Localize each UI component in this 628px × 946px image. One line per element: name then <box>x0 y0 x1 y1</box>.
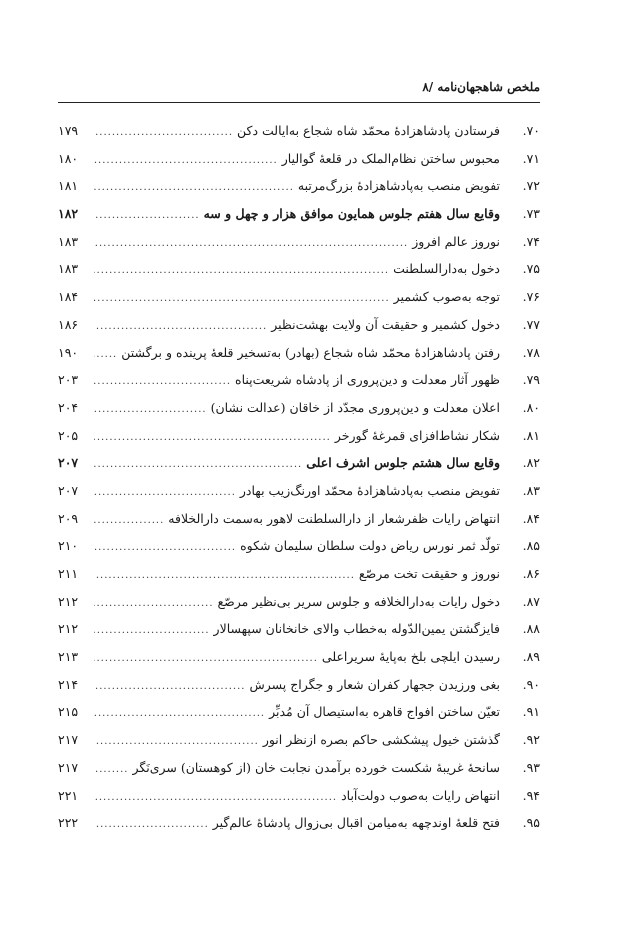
entry-page-number: ۲۱۵ <box>58 704 79 720</box>
toc-entry <box>58 732 540 760</box>
entry-title: دخول رایات به‌دارالخلافه و جلوس سریر بی‌نظیر مرصّع <box>217 593 500 609</box>
entry-number: ۷۶. <box>522 289 540 305</box>
entry-number: ۹۲. <box>522 732 540 748</box>
dot-leader <box>94 182 294 193</box>
entry-number: ۸۸. <box>522 621 540 637</box>
toc-entry <box>58 317 540 345</box>
dot-leader <box>94 598 214 609</box>
toc-entry <box>58 815 540 843</box>
entry-page-number: ۲۱۱ <box>58 566 79 581</box>
entry-title: اعلان معدلت و دین‌پروری مجدّد از خاقان (عدالت نشان) <box>210 399 500 415</box>
entry-title: توجه به‌صوب کشمیر <box>393 289 500 305</box>
entry-title: تفویض منصب به‌پادشاهزادهٔ محمّد اورنگ‌زیب بهادر <box>239 482 500 498</box>
entry-title: تفویض منصب به‌پادشاهزادهٔ بزرگ‌مرتبه <box>297 178 500 194</box>
entry-title: گذشتن خیول پیشکشی حاکم بصره ازنظر انور <box>262 732 500 748</box>
entry-title: دخول کشمیر و حقیقت آن ولایت بهشت‌نظیر <box>271 316 500 332</box>
entry-page-number: ۲۱۲ <box>58 621 79 637</box>
toc-entry <box>58 345 540 373</box>
entry-page-number: ۱۸۴ <box>58 289 79 305</box>
toc-entry <box>58 372 540 400</box>
toc-entry <box>58 594 540 622</box>
dot-leader <box>94 349 117 360</box>
toc-entry <box>58 428 540 456</box>
dot-leader <box>94 681 245 692</box>
dot-leader <box>94 487 236 498</box>
header-rule <box>58 102 540 103</box>
dot-leader <box>94 293 390 304</box>
dot-leader <box>94 238 408 249</box>
entry-number: ۸۳. <box>522 482 540 498</box>
table-of-contents <box>58 123 540 843</box>
entry-page-number: ۲۰۷ <box>58 482 79 498</box>
dot-leader <box>94 625 210 636</box>
toc-entry <box>58 483 540 511</box>
entry-title: نوروز و حقیقت تخت مرصّع <box>358 566 500 581</box>
entry-page-number: ۱۸۳ <box>58 233 79 249</box>
entry-number: ۷۵. <box>522 261 540 277</box>
entry-title: محبوس ساختن نظام‌الملک در قلعهٔ گوالیار <box>281 150 500 166</box>
entry-title: وقایع سال هشتم جلوس اشرف اعلی <box>306 455 500 471</box>
entry-title: نوروز عالم افروز <box>412 233 500 249</box>
entry-page-number: ۲۰۵ <box>58 427 79 443</box>
toc-entry <box>58 621 540 649</box>
entry-number: ۹۴. <box>522 787 540 803</box>
entry-page-number: ۲۱۷ <box>58 759 79 775</box>
entry-title: بغی ورزیدن ججهار کفران شعار و جگراج پسرش <box>249 676 500 692</box>
toc-entry <box>58 704 540 732</box>
entry-number: ۸۷. <box>522 593 540 609</box>
entry-number: ۹۳. <box>522 759 540 775</box>
entry-number: ۸۹. <box>522 649 540 665</box>
entry-page-number: ۲۱۰ <box>58 538 79 554</box>
entry-page-number: ۲۰۹ <box>58 510 79 526</box>
entry-number: ۸۰. <box>522 399 540 415</box>
entry-number: ۹۰. <box>522 676 540 692</box>
toc-entry <box>58 234 540 262</box>
entry-number: ۷۴. <box>522 233 540 249</box>
dot-leader <box>94 432 331 443</box>
entry-page-number: ۱۸۲ <box>58 206 79 222</box>
entry-title: رفتن پادشاهزادهٔ محمّد شاه شجاع (بهادر) به‌تسخیر قلعهٔ پرینده و برگشتن <box>121 344 500 360</box>
entry-number: ۷۸. <box>522 344 540 360</box>
toc-entry <box>58 649 540 677</box>
toc-entry <box>58 261 540 289</box>
entry-title: وقایع سال هفتم جلوس همایون موافق هزار و چهل و سه <box>203 206 500 222</box>
entry-title: دخول به‌دارالسلطنت <box>393 261 500 277</box>
toc-entry <box>58 178 540 206</box>
dot-leader <box>94 819 209 830</box>
entry-page-number: ۲۰۷ <box>58 455 79 471</box>
entry-page-number: ۱۸۰ <box>58 150 79 166</box>
dot-leader <box>94 127 233 138</box>
entry-page-number: ۲۱۲ <box>58 593 79 609</box>
dot-leader <box>94 792 337 803</box>
dot-leader <box>94 210 200 221</box>
toc-entry <box>58 289 540 317</box>
toc-entry <box>58 123 540 151</box>
entry-title: انتهاض رایات ظفرشعار از دارالسلطنت لاهور به‌سمت دارالخلافه <box>168 510 500 526</box>
entry-title: انتهاض رایات به‌صوب دولت‌آباد <box>341 787 500 803</box>
entry-title: ظهور آثار معدلت و دین‌پروری از پادشاه شریعت‌پناه <box>235 372 500 388</box>
toc-entry <box>58 677 540 705</box>
entry-number: ۷۰. <box>522 123 540 138</box>
dot-leader <box>94 708 265 719</box>
dot-leader <box>94 321 267 332</box>
entry-number: ۷۳. <box>522 206 540 222</box>
dot-leader <box>94 459 302 470</box>
toc-entry <box>58 760 540 788</box>
toc-entry <box>58 788 540 816</box>
toc-entry <box>58 538 540 566</box>
entry-number: ۷۷. <box>522 316 540 332</box>
entry-page-number: ۲۲۱ <box>58 787 79 803</box>
entry-title: شکار نشاط‌افزای قمرغهٔ گورخر <box>334 427 500 443</box>
running-header: ملخص شاهجهان‌نامه /۸ <box>422 80 540 94</box>
entry-page-number: ۲۱۷ <box>58 732 79 748</box>
entry-page-number: ۲۱۴ <box>58 676 79 692</box>
entry-title: تعیّن ساختن افواج قاهره به‌استیصال آن مُدبِّر <box>269 704 500 720</box>
toc-entry <box>58 151 540 179</box>
entry-number: ۷۲. <box>522 178 540 194</box>
entry-title: فرستادن پادشاهزادهٔ محمّد شاه شجاع به‌ایالت دکن <box>237 123 500 138</box>
dot-leader <box>94 376 231 387</box>
entry-number: ۷۹. <box>522 372 540 388</box>
entry-number: ۸۴. <box>522 510 540 526</box>
toc-entry <box>58 455 540 483</box>
entry-number: ۹۱. <box>522 704 540 720</box>
entry-title: فایزگشتن یمین‌الدّوله به‌خطاب والای خانخانان سپهسالار <box>213 621 500 637</box>
entry-page-number: ۱۷۹ <box>58 123 79 138</box>
entry-title: سانحهٔ غریبهٔ شکست خورده برآمدن نجابت خان (از کوهستان) سری‌نَگر <box>132 759 500 775</box>
entry-number: ۹۵. <box>522 815 540 831</box>
entry-number: ۸۱. <box>522 427 540 443</box>
entry-page-number: ۱۸۳ <box>58 261 79 277</box>
entry-number: ۷۱. <box>522 150 540 166</box>
dot-leader <box>94 404 207 415</box>
entry-page-number: ۱۸۱ <box>58 178 79 194</box>
toc-entry <box>58 566 540 594</box>
entry-page-number: ۲۰۳ <box>58 372 79 388</box>
entry-title: رسیدن ایلچی بلخ به‌پایهٔ سریراعلی <box>321 649 500 665</box>
entry-number: ۸۶. <box>522 566 540 581</box>
dot-leader <box>94 155 278 166</box>
entry-page-number: ۱۸۶ <box>58 316 79 332</box>
entry-number: ۸۵. <box>522 538 540 554</box>
dot-leader <box>94 653 318 664</box>
entry-page-number: ۲۲۲ <box>58 815 79 831</box>
entry-page-number: ۲۰۴ <box>58 399 79 415</box>
entry-number: ۸۲. <box>522 455 540 471</box>
dot-leader <box>94 515 164 526</box>
dot-leader <box>94 542 236 553</box>
entry-page-number: ۲۱۳ <box>58 649 79 665</box>
entry-title: فتح قلعهٔ اوندچهه به‌میامن اقبال بی‌زوال پادشاهٔ عالم‌گیر <box>212 815 500 831</box>
entry-page-number: ۱۹۰ <box>58 344 79 360</box>
dot-leader <box>94 764 128 775</box>
entry-title: تولّد ثمر نورس ریاض دولت سلطان سلیمان شکوه <box>240 538 500 554</box>
toc-entry <box>58 400 540 428</box>
dot-leader <box>94 570 355 581</box>
dot-leader <box>94 736 259 747</box>
toc-entry <box>58 511 540 539</box>
dot-leader <box>94 265 389 276</box>
toc-entry <box>58 206 540 234</box>
